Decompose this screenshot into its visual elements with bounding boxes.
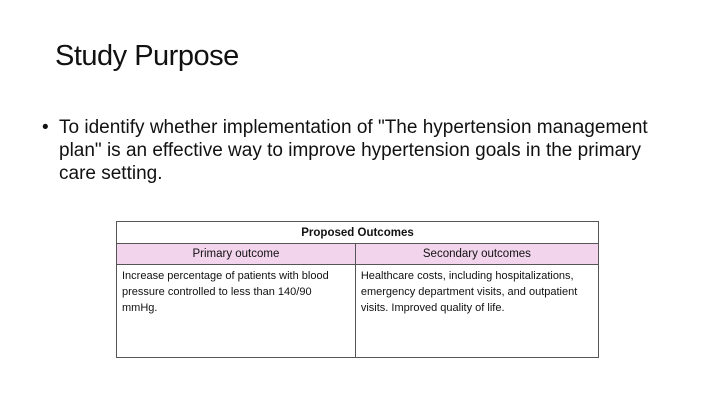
- slide-title: Study Purpose: [55, 40, 239, 72]
- column-header-primary: Primary outcome: [117, 244, 356, 265]
- table-cell-secondary: Healthcare costs, including hospitalizations, emergency department visits, and outpatient visits. Improved quality of life.: [355, 265, 598, 358]
- bullet-text: To identify whether implementation of "The hypertension management plan" is an effective way to improve hypertension goals in the primary care setting.: [59, 117, 648, 184]
- table-column-header-row: [117, 244, 599, 265]
- table-row: [117, 265, 599, 358]
- table-cell-primary: Increase percentage of patients with blood pressure controlled to less than 140/90 mmHg.: [117, 265, 356, 358]
- table-header-row: [117, 222, 599, 244]
- bullet-dot-icon: •: [42, 117, 49, 138]
- table-title: Proposed Outcomes: [117, 222, 599, 244]
- column-header-secondary: Secondary outcomes: [355, 244, 598, 265]
- outcomes-table: [116, 221, 599, 358]
- bullet-item: [42, 116, 662, 185]
